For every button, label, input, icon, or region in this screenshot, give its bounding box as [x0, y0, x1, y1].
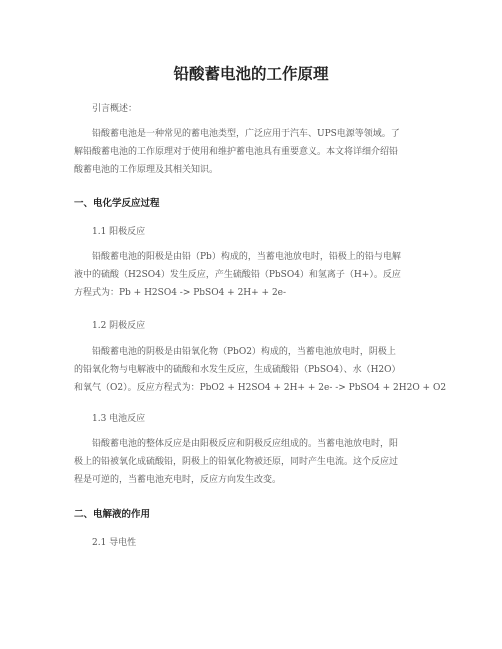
intro-line: 酸蓄电池的工作原理及其相关知识。 — [74, 165, 219, 175]
subsection-label: 2.1 导电性 — [92, 538, 137, 548]
paragraph-line: 铅酸蓄电池的整体反应是由阳极反应和阴极反应组成的。当蓄电池放电时，阳 — [92, 439, 399, 449]
paragraph-line: 方程式为：Pb + H2SO4 -> PbSO4 + 2H+ + 2e- — [74, 288, 287, 298]
paragraph-line: 程是可逆的，当蓄电池充电时，反应方向发生改变。 — [74, 475, 282, 485]
paragraph-line: 铅酸蓄电池的阴极是由铅氧化物（PbO2）构成的，当蓄电池放电时，阴极上 — [92, 347, 396, 357]
paragraph-line: 铅酸蓄电池的阳极是由铅（Pb）构成的，当蓄电池放电时，铅极上的铅与电解 — [92, 252, 401, 262]
subsection-label: 1.2 阴极反应 — [92, 321, 146, 331]
paragraph-line: 和氧气（O2）。反应方程式为：PbO2 + H2SO4 + 2H+ + 2e- -> PbSO4 + 2H2O + O2 — [74, 383, 447, 393]
paragraph-line: 的铅氧化物与电解液中的硫酸和水发生反应，生成硫酸铅（PbSO4）、水（H2O） — [74, 365, 401, 375]
subsection-label: 1.1 阳极反应 — [92, 227, 146, 237]
paragraph-line: 液中的硫酸（H2SO4）发生反应，产生硫酸铅（PbSO4）和氢离子（H+）。反应 — [74, 270, 401, 280]
page-title: 铅酸蓄电池的工作原理 — [173, 65, 329, 83]
intro-line: 铅酸蓄电池是一种常见的蓄电池类型，广泛应用于汽车、UPS电源等领域。了 — [92, 129, 400, 139]
intro-label: 引言概述： — [92, 104, 138, 114]
section-heading: 二、电解液的作用 — [74, 509, 151, 520]
section-heading: 一、电化学反应过程 — [74, 198, 160, 209]
subsection-label: 1.3 电池反应 — [92, 414, 146, 424]
paragraph-line: 极上的铅被氧化成硫酸铅，阴极上的铅氧化物被还原，同时产生电流。这个反应过 — [74, 457, 399, 467]
intro-line: 解铅酸蓄电池的工作原理对于使用和维护蓄电池具有重要意义。本文将详细介绍铅 — [74, 147, 399, 157]
